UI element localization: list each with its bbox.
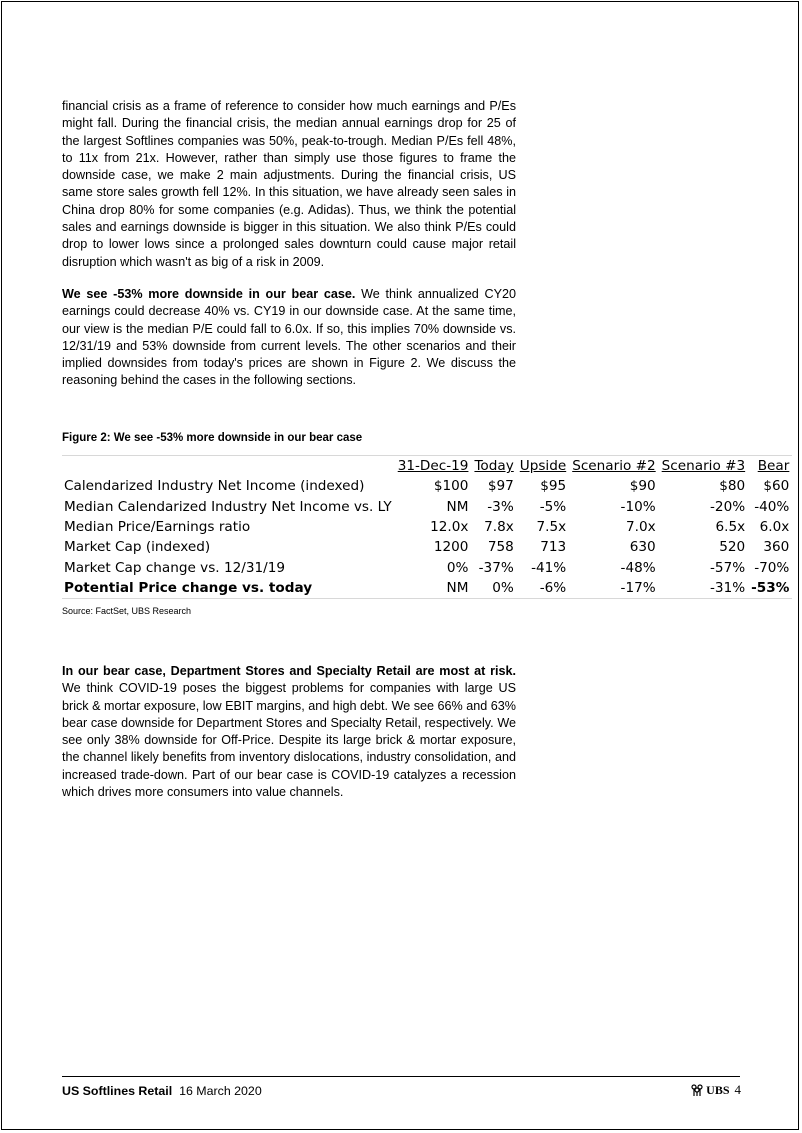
header-bear: Bear <box>757 458 790 475</box>
table-header-row <box>62 456 792 477</box>
row-label: Potential Price change vs. today <box>64 579 313 596</box>
cell: $100 <box>433 478 469 495</box>
table-row <box>62 476 792 496</box>
cell: NM <box>446 498 469 515</box>
figure-source: Source: FactSet, UBS Research <box>62 606 192 616</box>
row-label: Market Cap (indexed) <box>64 539 211 556</box>
ubs-wordmark: UBS <box>706 1082 730 1097</box>
page-number: 4 <box>734 1082 741 1097</box>
figure-caption: Figure 2: We see -53% more downside in our bear case <box>62 432 363 444</box>
row-label: Median Calendarized Industry Net Income vs. LY <box>64 498 392 515</box>
cell: 7.8x <box>484 519 514 536</box>
body-paragraph-3 <box>62 663 516 801</box>
cell: $95 <box>540 478 567 495</box>
cell: $97 <box>487 478 514 495</box>
table-row <box>62 537 792 557</box>
cell: 713 <box>540 539 567 556</box>
cell: 7.5x <box>536 519 567 536</box>
cell-bear-highlight: -53% <box>751 579 790 596</box>
body-paragraph-1: financial crisis as a frame of reference to consider how much earnings and P/Es might fall. During the financial crisis, the median annual earnings drop for 25 of the largest Softlines companies was 50%, peak-to-trough. Median P/Es fell 48%, to 11x from 21x. However, rather than simply use those figures to frame the downside case, we make 2 main adjustments. During the financial crisis, US same store sales growth fell 12%. In this situation, we have already seen sales in China drop 80% for some companies (e.g. Adidas). Thus, we think the potential sales and earnings downside is bigger in this situation. We also think P/Es could drop to lower lows since a prolonged sales downturn could cause major retail disruption which wasn't as big of a risk in 2009. <box>62 99 516 269</box>
table-row <box>62 517 792 537</box>
cell: -48% <box>620 559 656 576</box>
header-scenario-3: Scenario #3 <box>661 458 746 475</box>
table-row <box>62 497 792 517</box>
footer-left <box>62 1084 262 1098</box>
cell: -70% <box>754 559 790 576</box>
footer-date: 16 March 2020 <box>179 1084 262 1098</box>
footer-right <box>690 1082 741 1098</box>
cell: 0% <box>492 579 514 596</box>
cell: -20% <box>710 498 746 515</box>
cell: -6% <box>539 579 567 596</box>
footer-report-name: US Softlines Retail <box>62 1084 173 1098</box>
cell: 1200 <box>433 539 469 556</box>
cell: -5% <box>539 498 567 515</box>
paragraph-3-lead: In our bear case, Department Stores and Specialty Retail are most at risk. <box>62 664 516 678</box>
footer-rule <box>62 1076 740 1077</box>
header-upside: Upside <box>519 458 567 475</box>
cell: $60 <box>763 478 790 495</box>
cell: 7.0x <box>626 519 656 536</box>
header-label <box>62 456 395 477</box>
row-label: Calendarized Industry Net Income (indexed) <box>64 478 365 495</box>
ubs-logo <box>690 1083 729 1098</box>
cell: -3% <box>487 498 514 515</box>
cell: $90 <box>629 478 656 495</box>
cell: NM <box>446 579 469 596</box>
cell: -17% <box>620 579 656 596</box>
header-today: Today <box>474 458 514 475</box>
paragraph-2-lead: We see -53% more downside in our bear case. <box>62 287 356 301</box>
cell: 12.0x <box>430 519 469 536</box>
ubs-keys-icon <box>690 1083 704 1097</box>
cell: 758 <box>487 539 514 556</box>
paragraph-2-body: We think annualized CY20 earnings could decrease 40% vs. CY19 in our downside case. At the same time, our view is the median P/E could fall to 6.0x. If so, this implies 70% downside vs. 12/31/19 and 53% downside from current levels. The other scenarios and their implied downsides from today's prices are shown in Figure 2. We discuss the reasoning behind the cases in the following sections. <box>62 287 517 388</box>
header-scenario-2: Scenario #2 <box>572 458 656 475</box>
cell: 6.0x <box>759 519 790 536</box>
cell: 520 <box>719 539 746 556</box>
cell: -31% <box>710 579 746 596</box>
body-paragraph-2 <box>62 286 516 390</box>
table-row-total <box>62 578 792 599</box>
row-label: Median Price/Earnings ratio <box>64 519 251 536</box>
cell: -10% <box>620 498 656 515</box>
table-row <box>62 557 792 577</box>
cell: -40% <box>754 498 790 515</box>
paragraph-3-body: We think COVID-19 poses the biggest problems for companies with large US brick & mortar exposure, low EBIT margins, and high debt. We see 66% and 63% bear case downside for Department Stores and Specialty Retail, respectively. We see only 38% downside for Off-Price. Despite its large brick & mortar exposure, the channel likely benefits from inventory dislocations, industry consolidation, and increased trade-down. Part of our bear case is COVID-19 catalyzes a recession which drives more consumers into value channels. <box>62 681 516 800</box>
cell: 630 <box>629 539 656 556</box>
cell: $80 <box>719 478 746 495</box>
cell: -57% <box>710 559 746 576</box>
cell: -41% <box>531 559 567 576</box>
scenario-table <box>62 455 792 599</box>
cell: 6.5x <box>715 519 746 536</box>
cell: 360 <box>763 539 790 556</box>
row-label: Market Cap change vs. 12/31/19 <box>64 559 285 576</box>
cell: 0% <box>446 559 469 576</box>
header-31-dec-19: 31-Dec-19 <box>397 458 469 475</box>
cell: -37% <box>478 559 514 576</box>
